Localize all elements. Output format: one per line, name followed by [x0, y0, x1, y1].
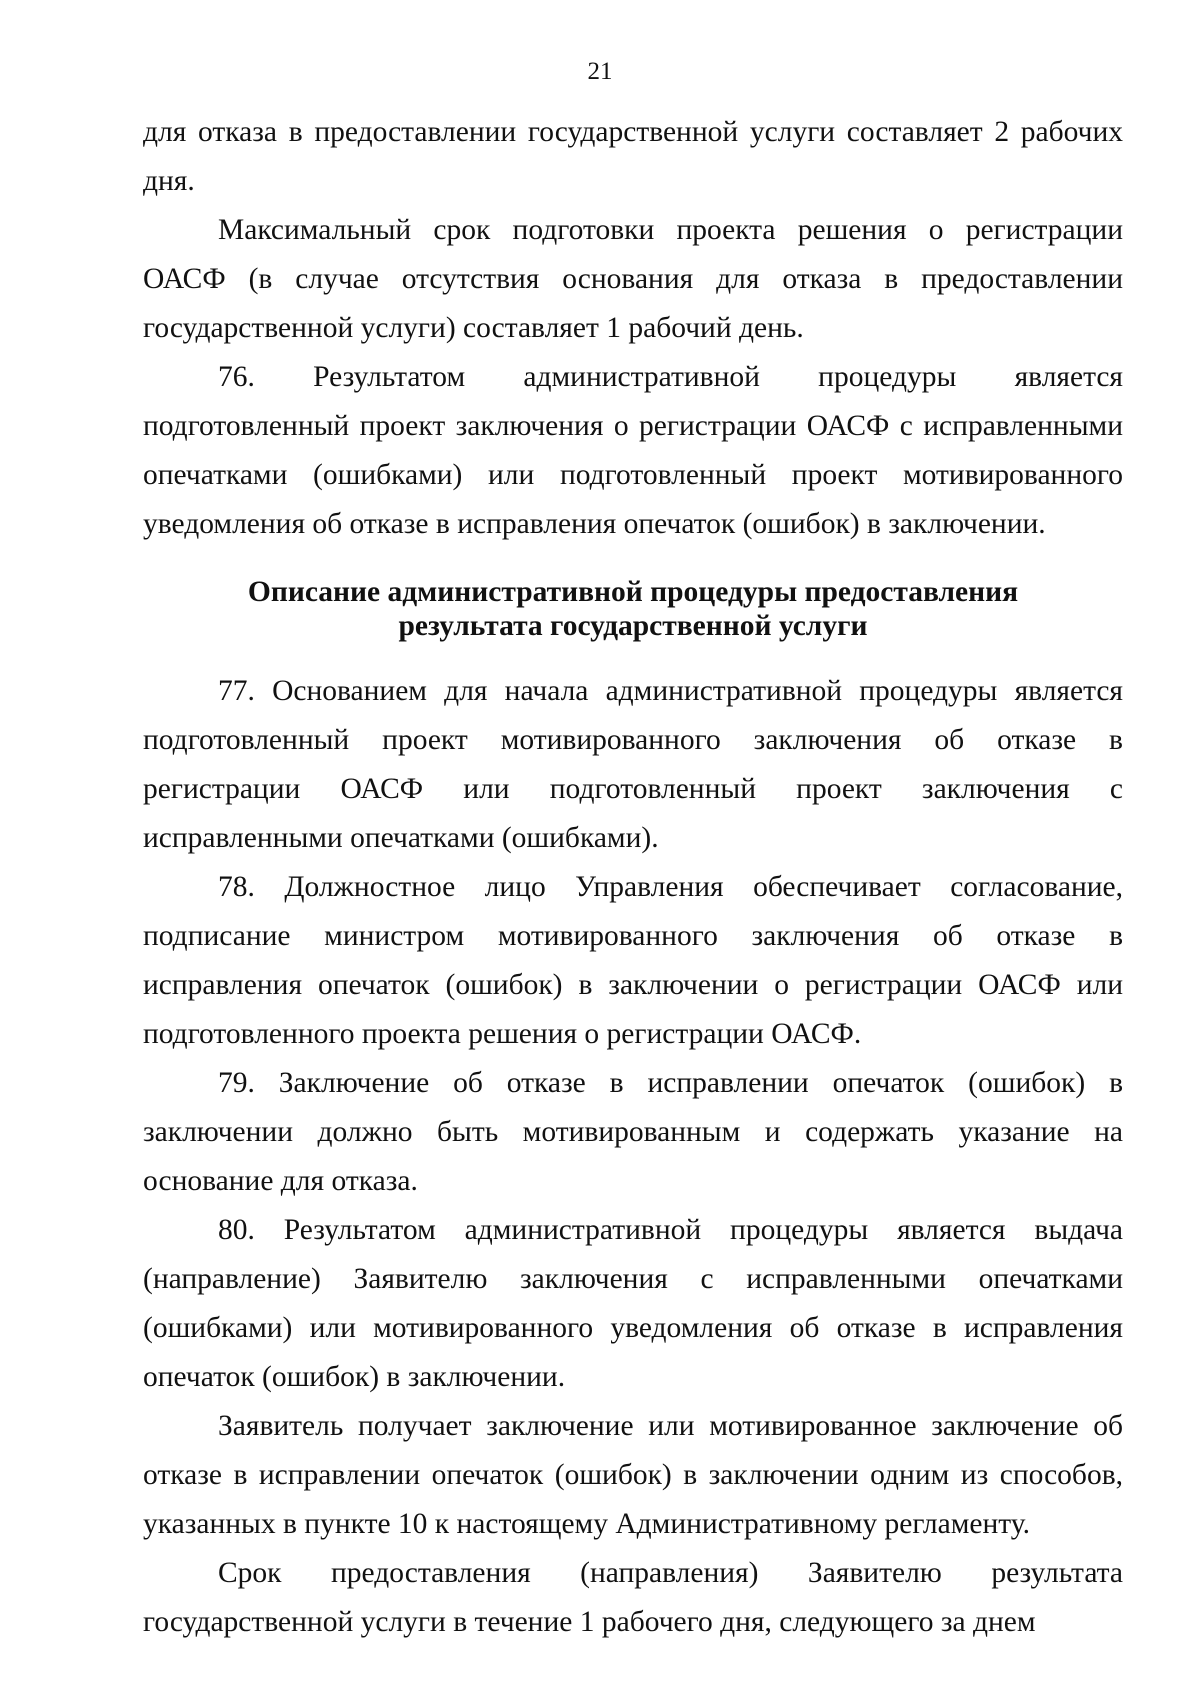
paragraph-term-of-provision: Срок предоставления (направления) Заявителю результата государственной услуги в течение 1 рабочего дня, следующего за днем: [143, 1557, 1123, 1638]
section-heading-line-1: Описание административной процедуры предоставления: [247, 576, 1019, 608]
section-heading-line-2: результата государственной услуги: [398, 610, 868, 642]
section-heading: [143, 575, 1123, 643]
document-body: [143, 108, 1123, 1647]
page-number: 21: [587, 58, 613, 85]
paragraph-76: 76. Результатом административной процедуры является подготовленный проект заключения о регистрации ОАСФ с исправленными опечатками (ошибками) или подготовленный проект мотивированного уведомления об отказе в исправления опечаток (ошибок) в заключении.: [143, 361, 1123, 540]
paragraph-max-term: Максимальный срок подготовки проекта решения о регистрации ОАСФ (в случае отсутствия основания для отказа в предоставлении государственной услуги) составляет 1 рабочий день.: [143, 214, 1123, 344]
paragraph-continuation: для отказа в предоставлении государственной услуги составляет 2 рабочих дня.: [143, 116, 1123, 197]
paragraph-77: 77. Основанием для начала административной процедуры является подготовленный проект мотивированного заключения об отказе в регистрации ОАСФ или подготовленный проект заключения с исправленными опечатками (ошибками).: [143, 675, 1123, 854]
paragraph-80: 80. Результатом административной процедуры является выдача (направление) Заявителю заключения с исправленными опечатками (ошибками) или мотивированного уведомления об отказе в исправления опечаток (ошибок) в заключении.: [143, 1214, 1123, 1393]
paragraph-79: 79. Заключение об отказе в исправлении опечаток (ошибок) в заключении должно быть мотивированным и содержать указание на основание для отказа.: [143, 1067, 1123, 1197]
paragraph-78: 78. Должностное лицо Управления обеспечивает согласование, подписание министром мотивированного заключения об отказе в исправления опечаток (ошибок) в заключении о регистрации ОАСФ или подготовленного проекта решения о регистрации ОАСФ.: [143, 871, 1123, 1050]
paragraph-applicant-receives: Заявитель получает заключение или мотивированное заключение об отказе в исправлении опечаток (ошибок) в заключении одним из способов, указанных в пункте 10 к настоящему Административному регламенту.: [143, 1410, 1123, 1540]
